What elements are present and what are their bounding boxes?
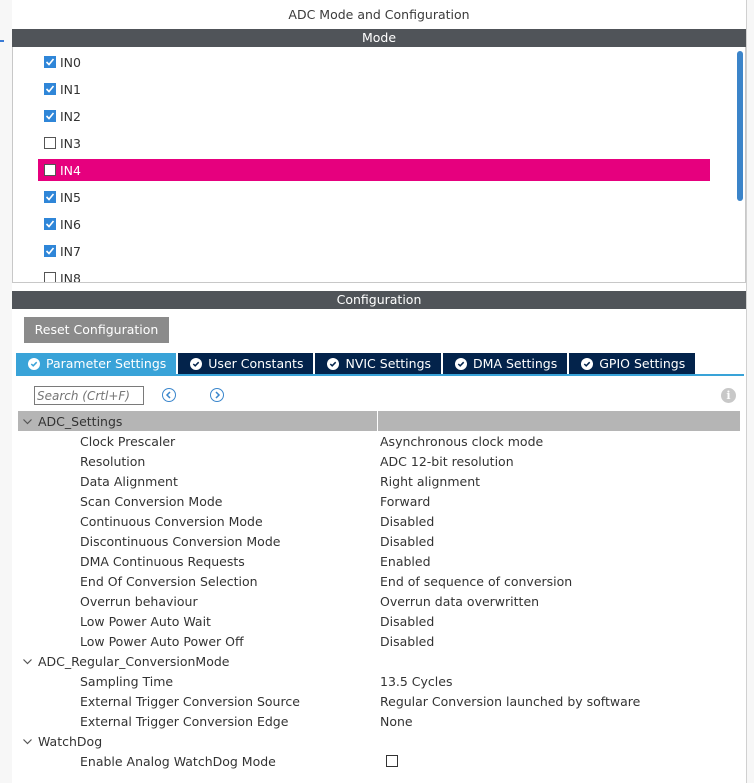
check-icon	[45, 246, 55, 256]
check-icon	[45, 111, 55, 121]
parameter-value[interactable]: Disabled	[380, 613, 435, 629]
check-icon	[45, 84, 55, 94]
parameter-value[interactable]: Right alignment	[380, 473, 481, 489]
channel-label: IN1	[60, 81, 81, 97]
channel-label: IN0	[60, 54, 81, 70]
mode-channel-list[interactable]	[12, 47, 746, 283]
channel-label: IN2	[60, 108, 81, 124]
channel-checkbox[interactable]	[44, 164, 56, 176]
edge-marker	[0, 40, 4, 42]
parameter-name: Resolution	[80, 453, 146, 469]
panel-title: ADC Mode and Configuration	[288, 7, 470, 22]
reset-configuration-button[interactable]: Reset Configuration	[24, 317, 169, 343]
parameter-row[interactable]	[18, 751, 740, 771]
parameter-name: DMA Continuous Requests	[80, 553, 245, 569]
search-input[interactable]	[34, 386, 144, 405]
channel-checkbox[interactable]	[44, 137, 56, 149]
parameter-name: Continuous Conversion Mode	[80, 513, 263, 529]
parameter-name: Data Alignment	[80, 473, 178, 489]
group-title-cell	[18, 731, 378, 751]
group-title-cell	[18, 651, 378, 671]
parameter-name: External Trigger Conversion Source	[80, 693, 300, 709]
right-panel-edge	[746, 0, 754, 783]
check-circle-icon	[327, 358, 339, 370]
tab-dma-settings[interactable]	[443, 353, 567, 374]
group-title-cell	[18, 411, 378, 431]
mode-list-scrollbar[interactable]	[737, 51, 743, 201]
channel-checkbox[interactable]	[44, 83, 56, 95]
parameter-row[interactable]	[18, 511, 740, 531]
parameter-name: External Trigger Conversion Edge	[80, 713, 289, 729]
parameter-name: Low Power Auto Power Off	[80, 633, 244, 649]
parameter-name: Scan Conversion Mode	[80, 493, 223, 509]
watchdog-checkbox[interactable]	[386, 755, 398, 767]
channel-checkbox[interactable]	[44, 110, 56, 122]
chevron-left-icon	[165, 391, 173, 399]
tab-gpio-settings[interactable]	[569, 353, 695, 374]
check-icon	[45, 192, 55, 202]
tab-underline	[16, 374, 744, 376]
parameter-value[interactable]: Disabled	[380, 533, 435, 549]
config-tabs	[16, 353, 697, 374]
parameter-value[interactable]: Disabled	[380, 513, 435, 529]
group-name: ADC_Regular_ConversionMode	[38, 653, 230, 669]
tab-label: NVIC Settings	[345, 356, 432, 371]
check-circle-icon	[455, 358, 467, 370]
channel-label: IN5	[60, 189, 81, 205]
next-match-button[interactable]	[210, 388, 224, 402]
parameter-row[interactable]	[18, 671, 740, 691]
channel-checkbox[interactable]	[44, 218, 56, 230]
mode-channel-item[interactable]	[38, 267, 710, 283]
mode-channel-item[interactable]	[38, 159, 710, 181]
channel-label: IN4	[60, 162, 81, 178]
mode-channel-item[interactable]	[38, 240, 710, 262]
parameter-row[interactable]	[18, 571, 740, 591]
parameter-row[interactable]	[18, 691, 740, 711]
parameter-row[interactable]	[18, 451, 740, 471]
parameter-row[interactable]	[18, 611, 740, 631]
previous-match-button[interactable]	[162, 388, 176, 402]
mode-header: Mode	[12, 29, 746, 47]
parameter-row[interactable]	[18, 531, 740, 551]
parameter-name: Discontinuous Conversion Mode	[80, 533, 281, 549]
tab-nvic-settings[interactable]	[315, 353, 441, 374]
mode-channel-item[interactable]	[38, 186, 710, 208]
mode-channel-item[interactable]	[38, 51, 710, 73]
mode-channel-item[interactable]	[38, 132, 710, 154]
parameter-name: Sampling Time	[80, 673, 174, 689]
group-name: WatchDog	[38, 733, 103, 749]
adc-config-panel	[12, 0, 746, 783]
tab-label: DMA Settings	[473, 356, 558, 371]
parameter-group[interactable]	[18, 651, 740, 671]
parameter-group[interactable]	[18, 731, 740, 751]
parameter-value[interactable]: Enabled	[380, 553, 431, 569]
parameter-value[interactable]: Overrun data overwritten	[380, 593, 540, 609]
mode-channel-item[interactable]	[38, 78, 710, 100]
parameter-value[interactable]: Asynchronous clock mode	[380, 433, 544, 449]
channel-label: IN8	[60, 270, 81, 283]
tab-parameter-settings[interactable]	[16, 353, 176, 374]
check-circle-icon	[28, 358, 40, 370]
parameter-name: Low Power Auto Wait	[80, 613, 211, 629]
chevron-down-icon[interactable]	[22, 736, 36, 747]
parameter-value[interactable]: None	[380, 713, 413, 729]
parameter-row[interactable]	[18, 711, 740, 731]
parameter-value[interactable]: Regular Conversion launched by software	[380, 693, 641, 709]
info-icon[interactable]: i	[721, 388, 736, 403]
channel-checkbox[interactable]	[44, 56, 56, 68]
left-panel-edge	[0, 0, 12, 783]
parameter-value[interactable]: Disabled	[380, 633, 435, 649]
search-row	[32, 384, 744, 408]
parameter-row[interactable]	[18, 551, 740, 571]
check-circle-icon	[581, 358, 593, 370]
channel-checkbox[interactable]	[44, 272, 56, 283]
mode-channel-item[interactable]	[38, 213, 710, 235]
channel-label: IN7	[60, 243, 81, 259]
parameter-row[interactable]	[18, 491, 740, 511]
tab-label: User Constants	[208, 356, 304, 371]
check-icon	[45, 57, 55, 67]
channel-label: IN6	[60, 216, 81, 232]
parameter-row[interactable]	[18, 591, 740, 611]
parameter-name: Clock Prescaler	[80, 433, 176, 449]
parameter-value[interactable]: End of sequence of conversion	[380, 573, 573, 589]
parameter-tree	[18, 411, 740, 771]
chevron-down-icon[interactable]	[22, 416, 36, 427]
tab-label: GPIO Settings	[599, 356, 686, 371]
channel-label: IN3	[60, 135, 81, 151]
group-name: ADC_Settings	[38, 413, 123, 429]
parameter-row[interactable]	[18, 471, 740, 491]
parameter-value[interactable]: Forward	[380, 493, 431, 509]
channel-checkbox[interactable]	[44, 245, 56, 257]
mode-channel-item[interactable]	[38, 105, 710, 127]
tab-user-constants[interactable]	[178, 353, 313, 374]
parameter-value[interactable]: ADC 12-bit resolution	[380, 453, 514, 469]
check-icon	[45, 219, 55, 229]
parameter-row[interactable]	[18, 431, 740, 451]
chevron-down-icon[interactable]	[22, 656, 36, 667]
tab-label: Parameter Settings	[46, 356, 167, 371]
parameter-row[interactable]	[18, 631, 740, 651]
chevron-right-icon	[213, 391, 221, 399]
check-circle-icon	[190, 358, 202, 370]
parameter-name: Enable Analog WatchDog Mode	[80, 753, 276, 769]
parameter-name: Overrun behaviour	[80, 593, 198, 609]
parameter-value[interactable]: 13.5 Cycles	[380, 673, 453, 689]
channel-checkbox[interactable]	[44, 191, 56, 203]
configuration-header: Configuration	[12, 291, 746, 309]
parameter-name: End Of Conversion Selection	[80, 573, 258, 589]
parameter-group[interactable]	[18, 411, 740, 431]
